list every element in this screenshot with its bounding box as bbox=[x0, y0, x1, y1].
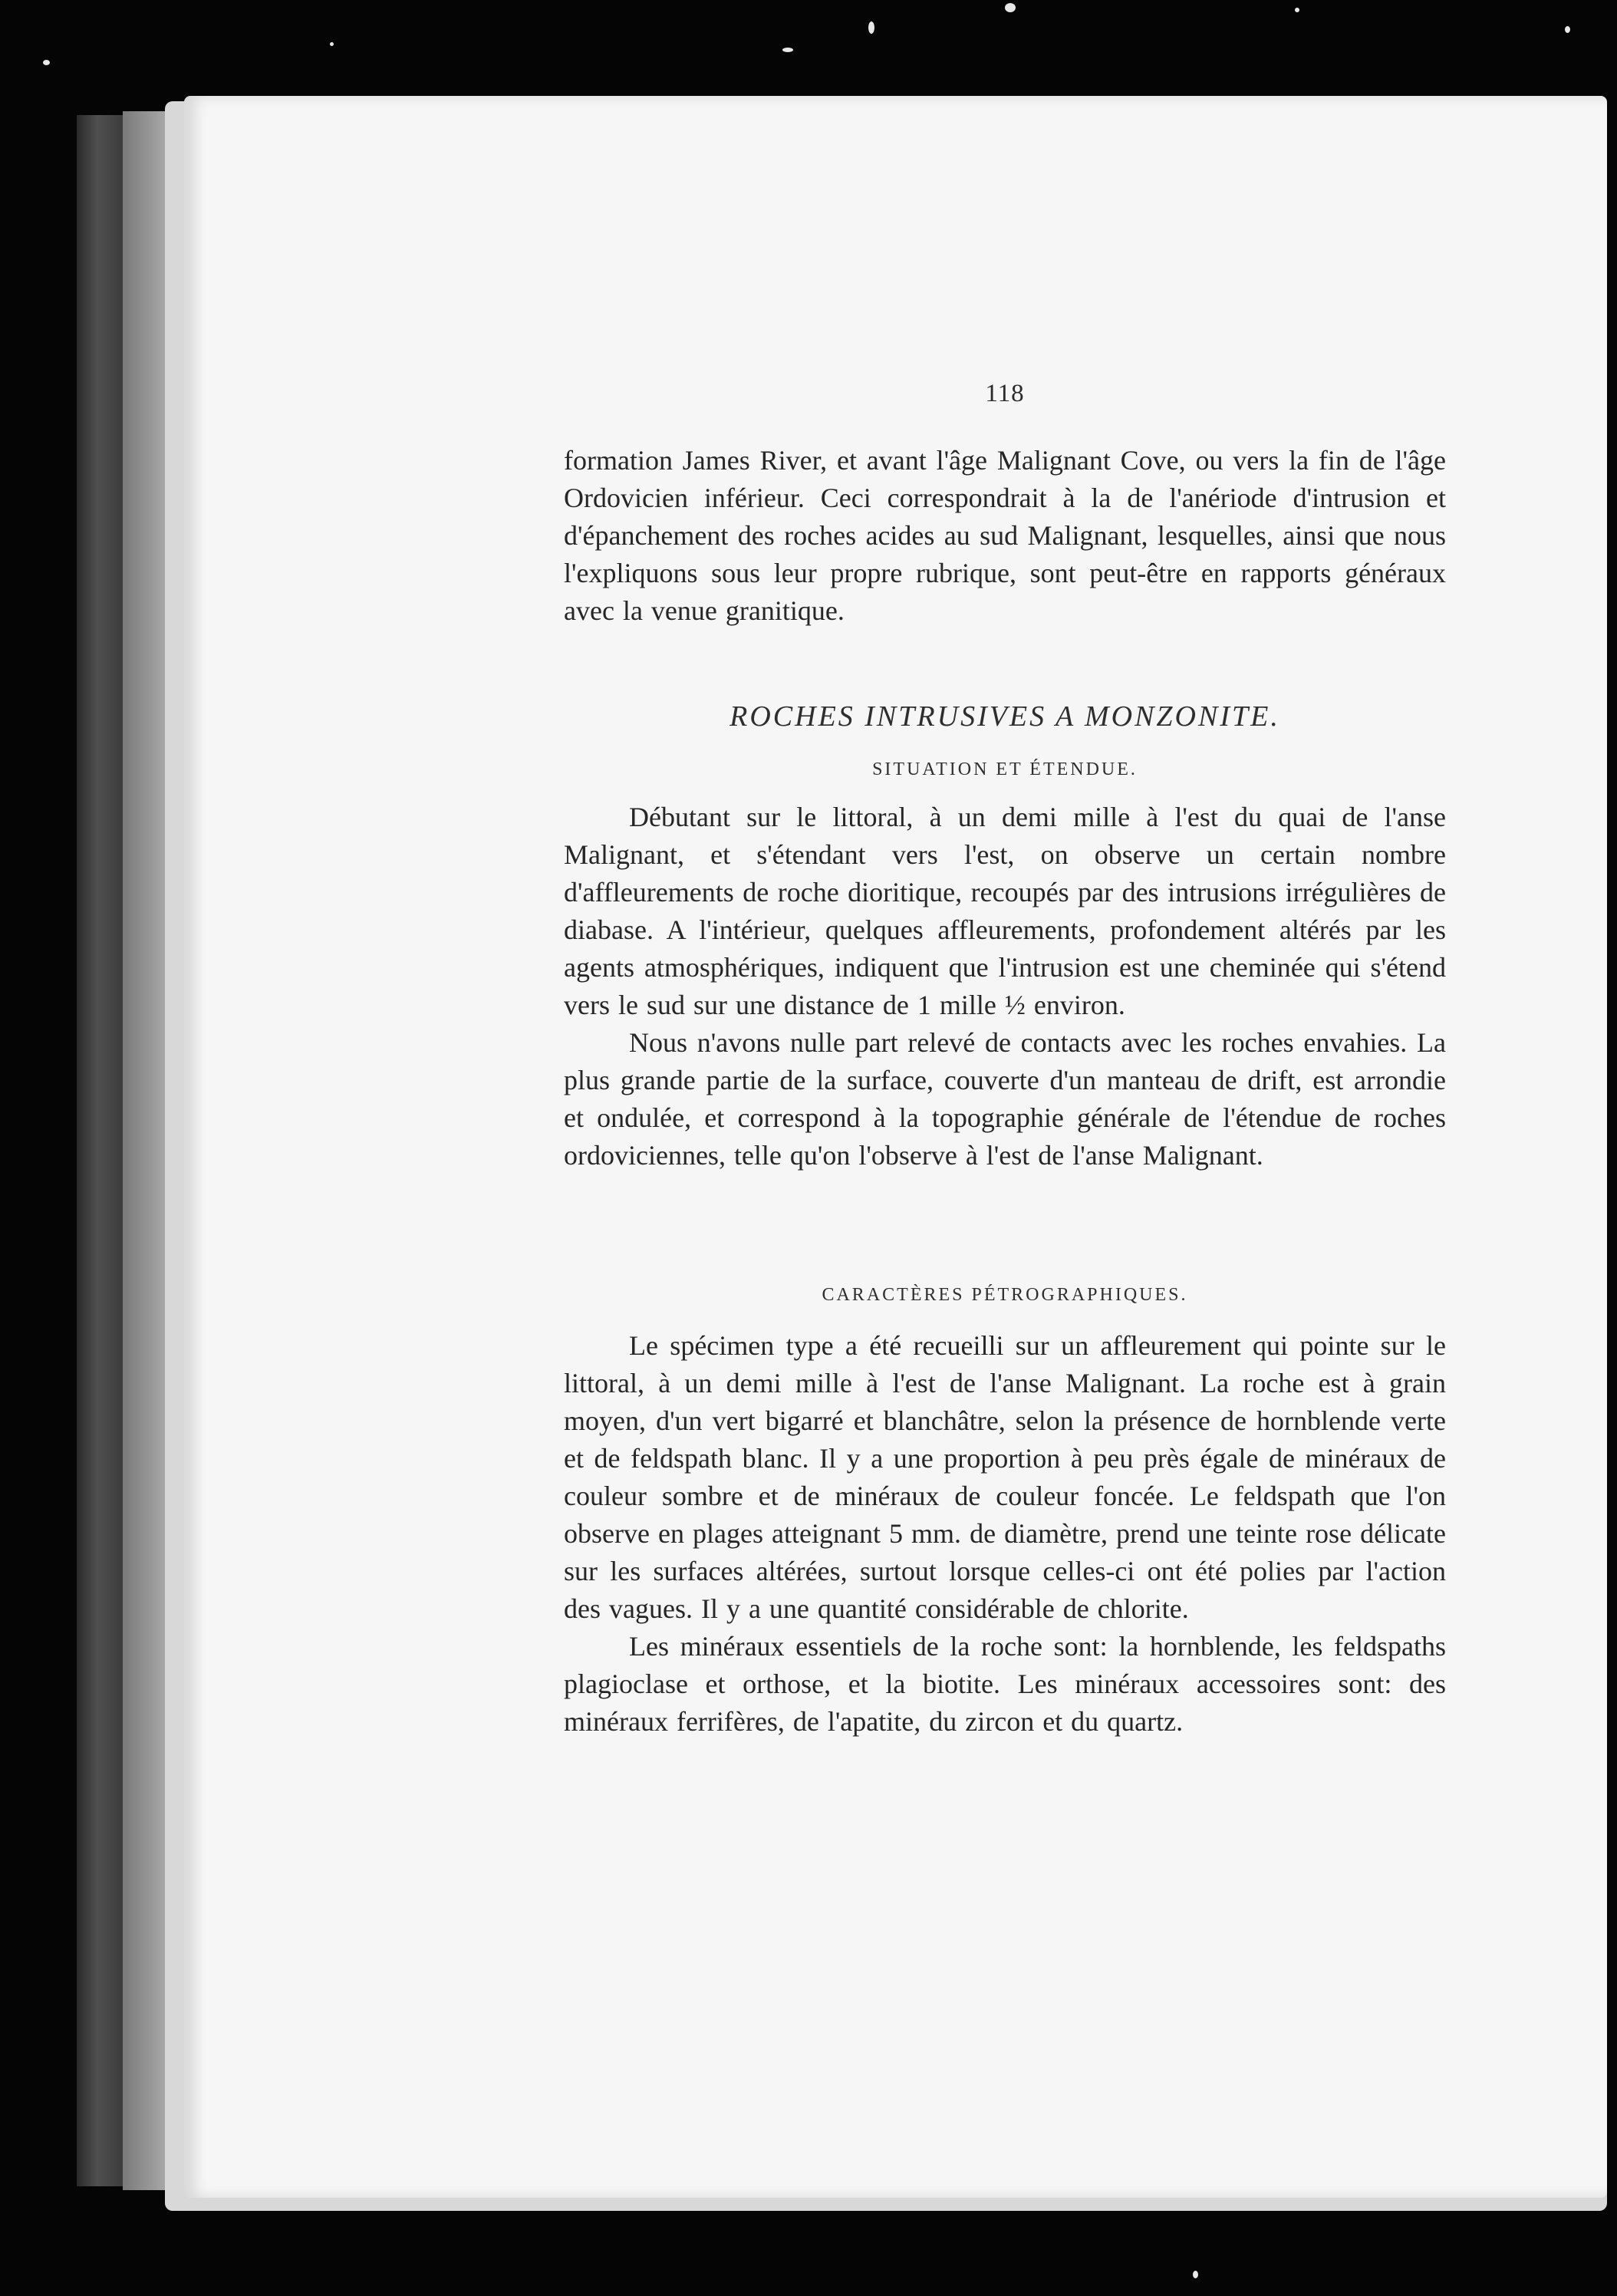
intro-text bbox=[564, 442, 1446, 630]
intro-paragraph: formation James River, et avant l'âge Malignant Cove, ou vers la fin de l'âge Ordovicien inférieur. Ceci correspondrait à la de l'anériode d'intrusion et d'épanchement des roches acides au sud Malignant, lesquelles, ainsi que nous l'expliquons sous leur propre rubrique, sont peut-être en rapports généraux avec la venue granitique. bbox=[564, 445, 1446, 626]
situation-paragraph-2: Nous n'avons nulle part relevé de contacts avec les roches envahies. La plus grande partie de la surface, couverte d'un manteau de drift, est arrondie et ondulée, et correspond à la topographie générale de l'étendue de roches ordoviciennes, telle qu'on l'observe à l'est de l'anse Malignant. bbox=[564, 1027, 1446, 1171]
situation-paragraph-1: Débutant sur le littoral, à un demi mille à l'est du quai de l'anse Malignant, et s'étendant vers l'est, on observe un certain nombre d'affleurements de roche dioritique, recoupés par des intrusions irrégulières de diabase. A l'intérieur, quelques affleurements, profondement altérés par les agents atmosphériques, indiquent que l'intrusion est une cheminée qui s'étend vers le sud sur une distance de 1 mille ½ environ. bbox=[564, 802, 1446, 1020]
petrographic-paragraph-1: Le spécimen type a été recueilli sur un affleurement qui pointe sur le littoral, à un demi mille à l'est de l'anse Malignant. La roche est à grain moyen, d'un vert bigarré et blanchâtre, selon la présence de hornblende verte et de feldspath blanc. Il y a une proportion à peu près égale de minéraux de couleur sombre et de minéraux de couleur foncée. Le feldspath que l'on observe en plages atteignant 5 mm. de diamètre, prend une teinte rose délicate sur les surfaces altérées, surtout lorsque celles-ci ont été polies par l'action des vagues. Il y a une quantité considérable de chlorite. bbox=[564, 1330, 1446, 1624]
petrographic-paragraph-2: Les minéraux essentiels de la roche sont: la hornblende, les feldspaths plagioclase et orthose, et la biotite. Les minéraux accessoires sont: des minéraux ferrifères, de l'apatite, du zircon et du quartz. bbox=[564, 1631, 1446, 1737]
book-spine bbox=[77, 115, 123, 2186]
page-number: 118 bbox=[985, 380, 1025, 407]
subsection-heading-situation: SITUATION ET ÉTENDUE. bbox=[872, 759, 1138, 779]
situation-text bbox=[564, 799, 1446, 1174]
section-title: ROCHES INTRUSIVES A MONZONITE. bbox=[729, 700, 1280, 733]
petrographic-text bbox=[564, 1327, 1446, 1741]
subsection-heading-petrographic: CARACTÈRES PÉTROGRAPHIQUES. bbox=[822, 1285, 1188, 1305]
